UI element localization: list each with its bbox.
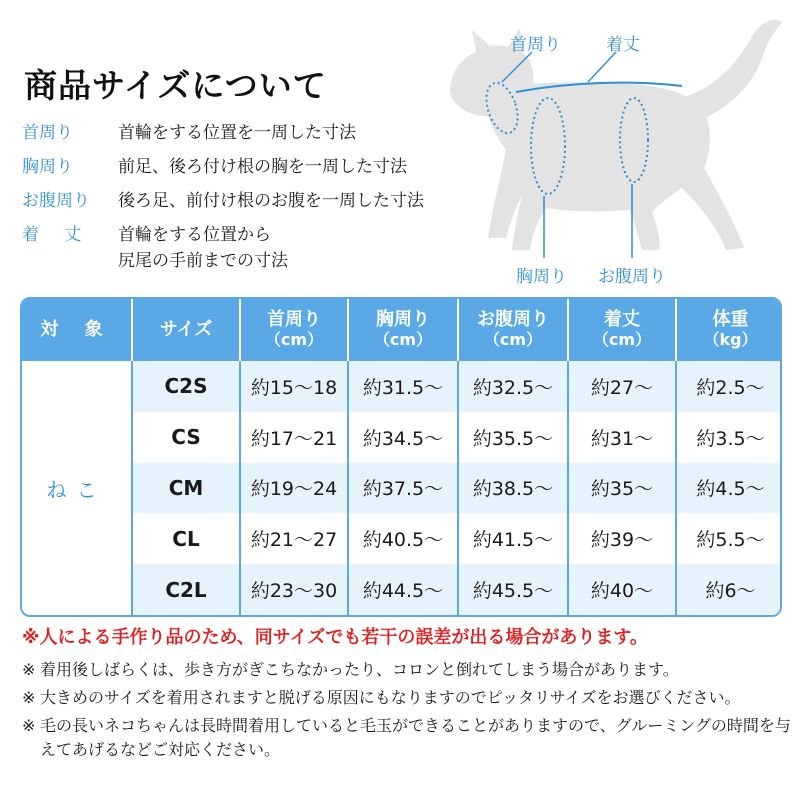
column-header-chest: 胸周り （cm） (348, 299, 458, 361)
size-cell: CS (132, 412, 240, 463)
belly-cell: 約41.5～ (458, 513, 568, 564)
definition-term: 着 丈 (22, 225, 92, 245)
neck-cell: 約15～18 (240, 361, 348, 412)
belly-cell: 約32.5～ (458, 361, 568, 412)
definition-term: 首周り (22, 123, 73, 143)
column-header-neck: 首周り （cm） (240, 299, 348, 361)
chest-cell: 約31.5～ (348, 361, 458, 412)
table-row (22, 361, 782, 412)
definition-desc: 首輪をする位置を一周した寸法 (118, 123, 356, 143)
page-title: 商品サイズについて (24, 66, 327, 105)
belly-cell: 約38.5～ (458, 463, 568, 514)
column-header-weight: 体重 （kg） (676, 299, 782, 361)
note-item (22, 714, 792, 762)
column-header-target: 対 象 (22, 299, 132, 361)
cat-measurement-diagram (420, 0, 800, 290)
diagram-label-neck: 首周り (510, 35, 561, 55)
note-item (22, 658, 792, 682)
warning-note: ※人による手作り品のため、同サイズでも若干の誤差が出る場合があります。 (22, 627, 648, 648)
belly-cell: 約45.5～ (458, 564, 568, 615)
neck-cell: 約21～27 (240, 513, 348, 564)
size-cell: CL (132, 513, 240, 564)
definition-desc: 首輪をする位置から 尻尾の手前までの寸法 (118, 225, 288, 271)
weight-cell: 約4.5～ (676, 463, 782, 514)
size-table (20, 297, 782, 617)
table-row (22, 412, 782, 463)
size-cell: C2L (132, 564, 240, 615)
neck-cell: 約17～21 (240, 412, 348, 463)
table-row (22, 513, 782, 564)
chest-cell: 約34.5～ (348, 412, 458, 463)
definition-desc: 前足、後ろ付け根の胸を一周した寸法 (118, 157, 407, 177)
column-header-length: 着丈 （cm） (568, 299, 676, 361)
note-mark: ※ (22, 660, 36, 679)
column-header-belly: お腹周り （cm） (458, 299, 568, 361)
length-cell: 約40～ (568, 564, 676, 615)
weight-cell: 約6～ (676, 564, 782, 615)
definition-desc: 後ろ足、前付け根のお腹を一周した寸法 (118, 191, 424, 211)
column-header-size: サイズ (132, 299, 240, 361)
definition-term: お腹周り (22, 191, 90, 211)
neck-cell: 約23～30 (240, 564, 348, 615)
weight-cell: 約3.5～ (696, 427, 765, 450)
table-header-row (22, 299, 782, 361)
definition-term: 胸周り (22, 157, 73, 177)
length-cell: 約31～ (568, 412, 676, 463)
target-cell: ねこ (22, 361, 132, 615)
chest-cell: 約40.5～ (348, 513, 458, 564)
diagram-label-length: 着丈 (606, 35, 640, 55)
length-cell: 約39～ (568, 513, 676, 564)
note-text: 着用後しばらくは、歩き方がぎこちなかったり、コロンと倒れてしまう場合があります。 (40, 660, 679, 679)
table-row (22, 463, 782, 514)
note-text: 大きめのサイズを着用されますと脱げる原因にもなりますのでピッタリサイズをお選びください。 (40, 688, 741, 707)
note-item (22, 686, 792, 710)
table-row (22, 564, 782, 615)
chest-cell: 約37.5～ (348, 463, 458, 514)
diagram-label-chest: 胸周り (516, 267, 567, 287)
weight-cell: 約5.5～ (696, 529, 765, 552)
note-mark: ※ (22, 716, 36, 735)
diagram-label-belly: お腹周り (598, 267, 666, 287)
note-text: 毛の長いネコちゃんは長時間着用していると毛玉ができることがありますので、グルーミングの時間を与えてあげるなどご対応ください。 (40, 716, 791, 759)
neck-cell: 約19～24 (240, 463, 348, 514)
size-cell: CM (132, 463, 240, 514)
weight-cell: 約2.5～ (676, 361, 782, 412)
notes-list (22, 658, 792, 766)
size-cell: C2S (132, 361, 240, 412)
chest-cell: 約44.5～ (348, 564, 458, 615)
length-cell: 約35～ (568, 463, 676, 514)
note-mark: ※ (22, 688, 36, 707)
belly-cell: 約35.5～ (458, 412, 568, 463)
length-cell: 約27～ (568, 361, 676, 412)
